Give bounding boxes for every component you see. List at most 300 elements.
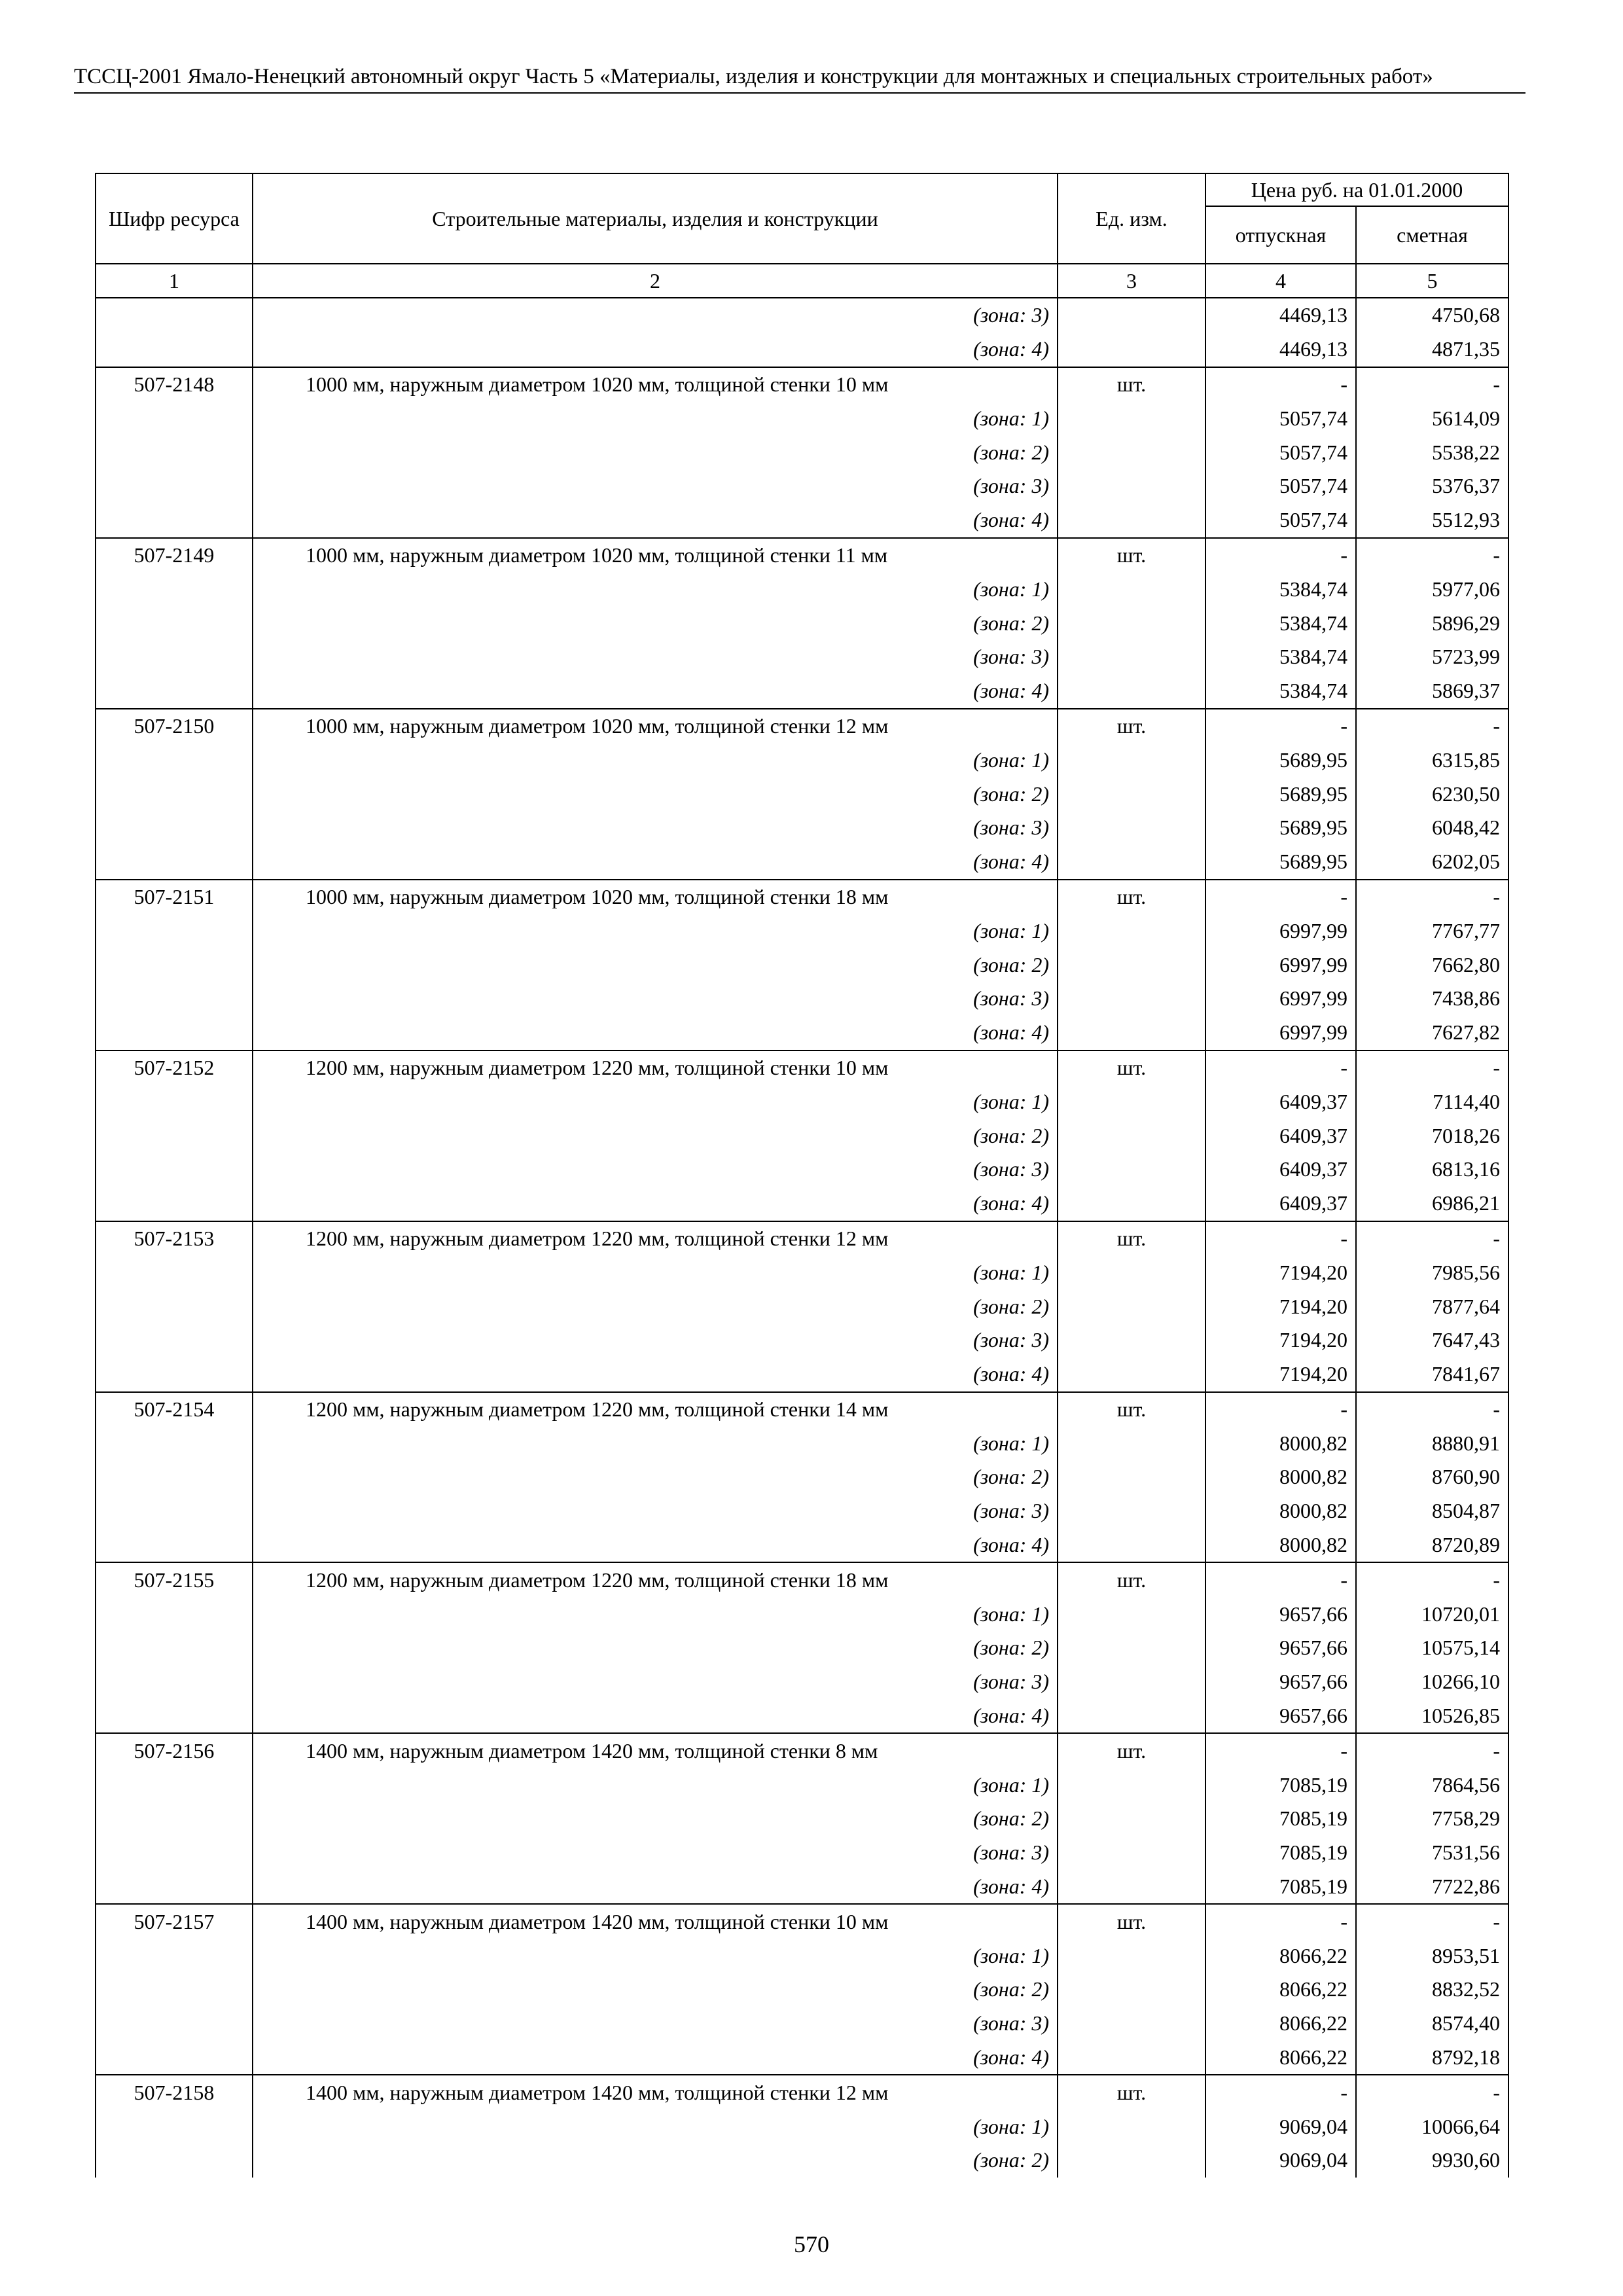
release-price: 8000,82 (1205, 1460, 1356, 1494)
resource-code (96, 1973, 253, 2007)
zone-price-row (96, 1153, 1508, 1187)
resource-code: 507-2149 (96, 538, 253, 573)
resource-code (96, 2144, 253, 2178)
release-price: 5689,95 (1205, 845, 1356, 880)
estimate-price: 7985,56 (1356, 1255, 1508, 1289)
zone-price-row (96, 674, 1508, 709)
resource-code: 507-2150 (96, 709, 253, 744)
unit-cell (1058, 2144, 1205, 2178)
release-price: 8066,22 (1205, 2007, 1356, 2041)
resource-code (96, 1768, 253, 1802)
resource-row (96, 1221, 1508, 1256)
column-number: 1 (96, 264, 253, 298)
estimate-price: 5896,29 (1356, 606, 1508, 640)
unit-cell (1058, 640, 1205, 674)
resource-code (96, 743, 253, 777)
release-price: 4469,13 (1205, 332, 1356, 367)
estimate-price: 7877,64 (1356, 1289, 1508, 1323)
resource-code: 507-2155 (96, 1562, 253, 1597)
resource-description: 1200 мм, наружным диаметром 1220 мм, толщиной стенки 10 мм (253, 1050, 1058, 1085)
release-price: - (1205, 1221, 1356, 1256)
release-price: - (1205, 709, 1356, 744)
resource-code (96, 948, 253, 982)
release-price: 6997,99 (1205, 914, 1356, 948)
unit-cell (1058, 1016, 1205, 1050)
resource-description: 1200 мм, наружным диаметром 1220 мм, толщиной стенки 18 мм (253, 1562, 1058, 1597)
release-price: 5689,95 (1205, 811, 1356, 845)
unit-cell: шт. (1058, 1221, 1205, 1256)
release-price: 9657,66 (1205, 1699, 1356, 1734)
estimate-price: 5376,37 (1356, 469, 1508, 503)
release-price: 6409,37 (1205, 1153, 1356, 1187)
unit-cell: шт. (1058, 1050, 1205, 1085)
resource-code (96, 1119, 253, 1153)
release-price: 9069,04 (1205, 2109, 1356, 2144)
zone-label: (зона: 3) (253, 640, 1058, 674)
zone-label: (зона: 4) (253, 1870, 1058, 1905)
zone-price-row (96, 572, 1508, 606)
zone-price-row (96, 401, 1508, 435)
unit-cell: шт. (1058, 1562, 1205, 1597)
unit-cell (1058, 1528, 1205, 1563)
release-price: 6997,99 (1205, 948, 1356, 982)
zone-label: (зона: 1) (253, 1085, 1058, 1119)
estimate-price: - (1356, 709, 1508, 744)
estimate-price: - (1356, 1733, 1508, 1768)
unit-cell (1058, 1323, 1205, 1357)
zone-label: (зона: 2) (253, 1973, 1058, 2007)
zone-price-row (96, 2109, 1508, 2144)
estimate-price: - (1356, 880, 1508, 914)
resource-code (96, 503, 253, 538)
release-price: 6409,37 (1205, 1085, 1356, 1119)
resource-code (96, 298, 253, 332)
unit-cell (1058, 1870, 1205, 1905)
unit-cell (1058, 606, 1205, 640)
estimate-price: 5512,93 (1356, 503, 1508, 538)
zone-price-row (96, 1460, 1508, 1494)
unit-cell (1058, 743, 1205, 777)
page-number: 570 (794, 2231, 829, 2257)
resource-code: 507-2151 (96, 880, 253, 914)
unit-cell (1058, 401, 1205, 435)
unit-cell (1058, 1460, 1205, 1494)
resource-description: 1000 мм, наружным диаметром 1020 мм, толщиной стенки 18 мм (253, 880, 1058, 914)
resource-row (96, 709, 1508, 744)
zone-label: (зона: 2) (253, 1802, 1058, 1836)
resource-code (96, 572, 253, 606)
estimate-price: 6048,42 (1356, 811, 1508, 845)
zone-label: (зона: 1) (253, 572, 1058, 606)
resource-code (96, 2109, 253, 2144)
unit-cell (1058, 1426, 1205, 1460)
zone-label: (зона: 4) (253, 845, 1058, 880)
zone-label: (зона: 2) (253, 1460, 1058, 1494)
header-code: Шифр ресурса (96, 173, 253, 264)
unit-cell (1058, 435, 1205, 469)
zone-price-row (96, 1870, 1508, 1905)
resource-code (96, 435, 253, 469)
resource-code (96, 1528, 253, 1563)
zone-price-row (96, 1494, 1508, 1528)
zone-price-row (96, 503, 1508, 538)
unit-cell: шт. (1058, 709, 1205, 744)
zone-price-row (96, 948, 1508, 982)
unit-cell (1058, 298, 1205, 332)
zone-price-row (96, 1665, 1508, 1699)
release-price: - (1205, 880, 1356, 914)
unit-cell (1058, 2041, 1205, 2075)
page-header (74, 64, 1525, 94)
zone-price-row (96, 1768, 1508, 1802)
unit-cell (1058, 2007, 1205, 2041)
release-price: 9657,66 (1205, 1631, 1356, 1665)
zone-price-row (96, 777, 1508, 811)
unit-cell: шт. (1058, 880, 1205, 914)
zone-label: (зона: 3) (253, 1836, 1058, 1870)
unit-cell: шт. (1058, 1392, 1205, 1427)
resource-code (96, 1870, 253, 1905)
estimate-price: 6315,85 (1356, 743, 1508, 777)
release-price: 6409,37 (1205, 1187, 1356, 1221)
unit-cell (1058, 1153, 1205, 1187)
zone-price-row (96, 640, 1508, 674)
release-price: 7194,20 (1205, 1357, 1356, 1392)
unit-cell (1058, 1973, 1205, 2007)
header-name: Строительные материалы, изделия и конструкции (253, 173, 1058, 264)
zone-label: (зона: 1) (253, 1768, 1058, 1802)
zone-label: (зона: 4) (253, 1699, 1058, 1734)
zone-label: (зона: 1) (253, 401, 1058, 435)
estimate-price: - (1356, 1904, 1508, 1939)
estimate-price: 7722,86 (1356, 1870, 1508, 1905)
zone-price-row (96, 914, 1508, 948)
unit-cell (1058, 1699, 1205, 1734)
unit-cell (1058, 572, 1205, 606)
unit-cell (1058, 845, 1205, 880)
resource-code: 507-2158 (96, 2075, 253, 2109)
zone-price-row (96, 469, 1508, 503)
release-price: 7194,20 (1205, 1289, 1356, 1323)
release-price: 7194,20 (1205, 1323, 1356, 1357)
unit-cell (1058, 1357, 1205, 1392)
zone-label: (зона: 3) (253, 2007, 1058, 2041)
zone-label: (зона: 1) (253, 1426, 1058, 1460)
release-price: 9069,04 (1205, 2144, 1356, 2178)
resource-row (96, 367, 1508, 402)
resource-code (96, 401, 253, 435)
zone-price-row (96, 2041, 1508, 2075)
unit-cell (1058, 1768, 1205, 1802)
zone-price-row (96, 1323, 1508, 1357)
estimate-price: 5614,09 (1356, 401, 1508, 435)
zone-label: (зона: 1) (253, 1939, 1058, 1973)
release-price: - (1205, 1050, 1356, 1085)
zone-price-row (96, 1597, 1508, 1631)
document-title: ТССЦ-2001 Ямало-Ненецкий автономный округ Часть 5 «Материалы, изделия и конструкции для монтажных и специальных строительных работ» (74, 65, 1433, 88)
zone-label: (зона: 2) (253, 1631, 1058, 1665)
zone-price-row (96, 435, 1508, 469)
resource-description: 1000 мм, наружным диаметром 1020 мм, толщиной стенки 12 мм (253, 709, 1058, 744)
release-price: 6997,99 (1205, 1016, 1356, 1050)
zone-label: (зона: 1) (253, 1597, 1058, 1631)
unit-cell (1058, 1289, 1205, 1323)
estimate-price: 7018,26 (1356, 1119, 1508, 1153)
release-price: 8066,22 (1205, 1973, 1356, 2007)
resource-description: 1400 мм, наружным диаметром 1420 мм, толщиной стенки 8 мм (253, 1733, 1058, 1768)
zone-label: (зона: 4) (253, 674, 1058, 709)
release-price: 9657,66 (1205, 1597, 1356, 1631)
release-price: 7194,20 (1205, 1255, 1356, 1289)
estimate-price: 10720,01 (1356, 1597, 1508, 1631)
release-price: 5384,74 (1205, 606, 1356, 640)
resource-code (96, 1836, 253, 1870)
zone-label: (зона: 3) (253, 298, 1058, 332)
estimate-price: - (1356, 538, 1508, 573)
resource-code (96, 914, 253, 948)
zone-label: (зона: 4) (253, 1187, 1058, 1221)
estimate-price: 4750,68 (1356, 298, 1508, 332)
estimate-price: 6813,16 (1356, 1153, 1508, 1187)
resource-code: 507-2152 (96, 1050, 253, 1085)
estimate-price: 7864,56 (1356, 1768, 1508, 1802)
zone-label: (зона: 3) (253, 982, 1058, 1016)
zone-price-row (96, 1836, 1508, 1870)
zone-label: (зона: 3) (253, 1665, 1058, 1699)
unit-cell (1058, 1631, 1205, 1665)
zone-label: (зона: 2) (253, 2144, 1058, 2178)
estimate-price: 6202,05 (1356, 845, 1508, 880)
release-price: - (1205, 367, 1356, 402)
zone-label: (зона: 1) (253, 1255, 1058, 1289)
zone-price-row (96, 1631, 1508, 1665)
header-estimate-price: сметная (1356, 206, 1508, 264)
estimate-price: 8953,51 (1356, 1939, 1508, 1973)
resource-description: 1000 мм, наружным диаметром 1020 мм, толщиной стенки 11 мм (253, 538, 1058, 573)
release-price: 5384,74 (1205, 572, 1356, 606)
zone-price-row (96, 811, 1508, 845)
release-price: 7085,19 (1205, 1802, 1356, 1836)
resource-row (96, 1050, 1508, 1085)
zone-price-row (96, 743, 1508, 777)
estimate-price: 7758,29 (1356, 1802, 1508, 1836)
zone-label: (зона: 2) (253, 1289, 1058, 1323)
unit-cell (1058, 503, 1205, 538)
release-price: - (1205, 1904, 1356, 1939)
resource-code (96, 1255, 253, 1289)
release-price: 8000,82 (1205, 1528, 1356, 1563)
resource-code (96, 1460, 253, 1494)
resource-row (96, 538, 1508, 573)
zone-price-row (96, 1939, 1508, 1973)
estimate-price: 4871,35 (1356, 332, 1508, 367)
estimate-price: 8504,87 (1356, 1494, 1508, 1528)
resource-code (96, 982, 253, 1016)
zone-label: (зона: 3) (253, 469, 1058, 503)
estimate-price: 8832,52 (1356, 1973, 1508, 2007)
resource-code (96, 1289, 253, 1323)
zone-label: (зона: 2) (253, 777, 1058, 811)
zone-label: (зона: 2) (253, 948, 1058, 982)
resource-description: 1200 мм, наружным диаметром 1220 мм, толщиной стенки 14 мм (253, 1392, 1058, 1427)
zone-label: (зона: 3) (253, 1494, 1058, 1528)
header-price-group: Цена руб. на 01.01.2000 (1205, 173, 1508, 206)
estimate-price: 10526,85 (1356, 1699, 1508, 1734)
zone-price-row (96, 982, 1508, 1016)
resource-code: 507-2154 (96, 1392, 253, 1427)
estimate-price: 5538,22 (1356, 435, 1508, 469)
resource-code (96, 606, 253, 640)
estimate-price: - (1356, 1562, 1508, 1597)
unit-cell (1058, 1085, 1205, 1119)
release-price: 8000,82 (1205, 1494, 1356, 1528)
unit-cell (1058, 1119, 1205, 1153)
estimate-price: 7647,43 (1356, 1323, 1508, 1357)
column-number: 5 (1356, 264, 1508, 298)
resource-row (96, 1562, 1508, 1597)
zone-label: (зона: 2) (253, 606, 1058, 640)
zone-price-row (96, 332, 1508, 367)
unit-cell (1058, 1836, 1205, 1870)
unit-cell (1058, 1802, 1205, 1836)
resource-code (96, 1323, 253, 1357)
zone-price-row (96, 1016, 1508, 1050)
estimate-price: - (1356, 2075, 1508, 2109)
estimate-price: 10575,14 (1356, 1631, 1508, 1665)
release-price: - (1205, 1733, 1356, 1768)
release-price: 5057,74 (1205, 469, 1356, 503)
release-price: 5057,74 (1205, 435, 1356, 469)
resource-row (96, 1392, 1508, 1427)
zone-price-row (96, 1426, 1508, 1460)
header-unit: Ед. изм. (1058, 173, 1205, 264)
estimate-price: 5869,37 (1356, 674, 1508, 709)
resource-code (96, 777, 253, 811)
release-price: 5057,74 (1205, 503, 1356, 538)
unit-cell (1058, 332, 1205, 367)
resource-code (96, 1426, 253, 1460)
release-price: 5057,74 (1205, 401, 1356, 435)
unit-cell (1058, 811, 1205, 845)
estimate-price: 7841,67 (1356, 1357, 1508, 1392)
estimate-price: 10266,10 (1356, 1665, 1508, 1699)
resource-code (96, 674, 253, 709)
estimate-price: 8760,90 (1356, 1460, 1508, 1494)
resource-code (96, 1699, 253, 1734)
unit-cell (1058, 1255, 1205, 1289)
resource-row (96, 2075, 1508, 2109)
resource-code (96, 640, 253, 674)
estimate-price: 6986,21 (1356, 1187, 1508, 1221)
resource-code (96, 1085, 253, 1119)
estimate-price: 7627,82 (1356, 1016, 1508, 1050)
estimate-price: 7438,86 (1356, 982, 1508, 1016)
zone-price-row (96, 2007, 1508, 2041)
zone-price-row (96, 1699, 1508, 1734)
price-table (95, 173, 1509, 2178)
zone-label: (зона: 4) (253, 503, 1058, 538)
resource-row (96, 880, 1508, 914)
estimate-price: 7531,56 (1356, 1836, 1508, 1870)
zone-price-row (96, 1802, 1508, 1836)
zone-label: (зона: 4) (253, 1357, 1058, 1392)
resource-description: 1400 мм, наружным диаметром 1420 мм, толщиной стенки 10 мм (253, 1904, 1058, 1939)
release-price: 5689,95 (1205, 743, 1356, 777)
resource-row (96, 1904, 1508, 1939)
resource-code (96, 1153, 253, 1187)
zone-label: (зона: 3) (253, 1153, 1058, 1187)
zone-label: (зона: 2) (253, 1119, 1058, 1153)
resource-description: 1200 мм, наружным диаметром 1220 мм, толщиной стенки 12 мм (253, 1221, 1058, 1256)
resource-description: 1400 мм, наружным диаметром 1420 мм, толщиной стенки 12 мм (253, 2075, 1058, 2109)
estimate-price: 7662,80 (1356, 948, 1508, 982)
zone-label: (зона: 4) (253, 2041, 1058, 2075)
release-price: - (1205, 2075, 1356, 2109)
estimate-price: 8792,18 (1356, 2041, 1508, 2075)
resource-code: 507-2148 (96, 367, 253, 402)
resource-row (96, 1733, 1508, 1768)
unit-cell (1058, 1494, 1205, 1528)
unit-cell (1058, 674, 1205, 709)
release-price: 5384,74 (1205, 674, 1356, 709)
column-number: 3 (1058, 264, 1205, 298)
release-price: 5689,95 (1205, 777, 1356, 811)
unit-cell (1058, 1187, 1205, 1221)
estimate-price: - (1356, 1050, 1508, 1085)
release-price: 8000,82 (1205, 1426, 1356, 1460)
resource-code (96, 2007, 253, 2041)
zone-label: (зона: 4) (253, 332, 1058, 367)
estimate-price: 8880,91 (1356, 1426, 1508, 1460)
unit-cell: шт. (1058, 538, 1205, 573)
zone-label: (зона: 1) (253, 914, 1058, 948)
resource-code (96, 845, 253, 880)
unit-cell (1058, 469, 1205, 503)
estimate-price: 5723,99 (1356, 640, 1508, 674)
resource-code (96, 1802, 253, 1836)
zone-price-row (96, 1085, 1508, 1119)
unit-cell (1058, 1597, 1205, 1631)
zone-label: (зона: 1) (253, 2109, 1058, 2144)
release-price: - (1205, 1392, 1356, 1427)
release-price: 7085,19 (1205, 1870, 1356, 1905)
resource-code (96, 469, 253, 503)
resource-description: 1000 мм, наружным диаметром 1020 мм, толщиной стенки 10 мм (253, 367, 1058, 402)
release-price: 5384,74 (1205, 640, 1356, 674)
unit-cell: шт. (1058, 1733, 1205, 1768)
unit-cell: шт. (1058, 1904, 1205, 1939)
zone-price-row (96, 2144, 1508, 2178)
zone-label: (зона: 4) (253, 1528, 1058, 1563)
resource-code (96, 811, 253, 845)
unit-cell (1058, 1665, 1205, 1699)
release-price: 8066,22 (1205, 1939, 1356, 1973)
zone-label: (зона: 2) (253, 435, 1058, 469)
zone-price-row (96, 1357, 1508, 1392)
release-price: 6409,37 (1205, 1119, 1356, 1153)
release-price: - (1205, 538, 1356, 573)
estimate-price: 6230,50 (1356, 777, 1508, 811)
unit-cell (1058, 914, 1205, 948)
unit-cell: шт. (1058, 2075, 1205, 2109)
zone-label: (зона: 3) (253, 811, 1058, 845)
resource-code (96, 332, 253, 367)
zone-price-row (96, 298, 1508, 332)
unit-cell (1058, 948, 1205, 982)
estimate-price: 5977,06 (1356, 572, 1508, 606)
resource-code (96, 1494, 253, 1528)
resource-code (96, 1597, 253, 1631)
